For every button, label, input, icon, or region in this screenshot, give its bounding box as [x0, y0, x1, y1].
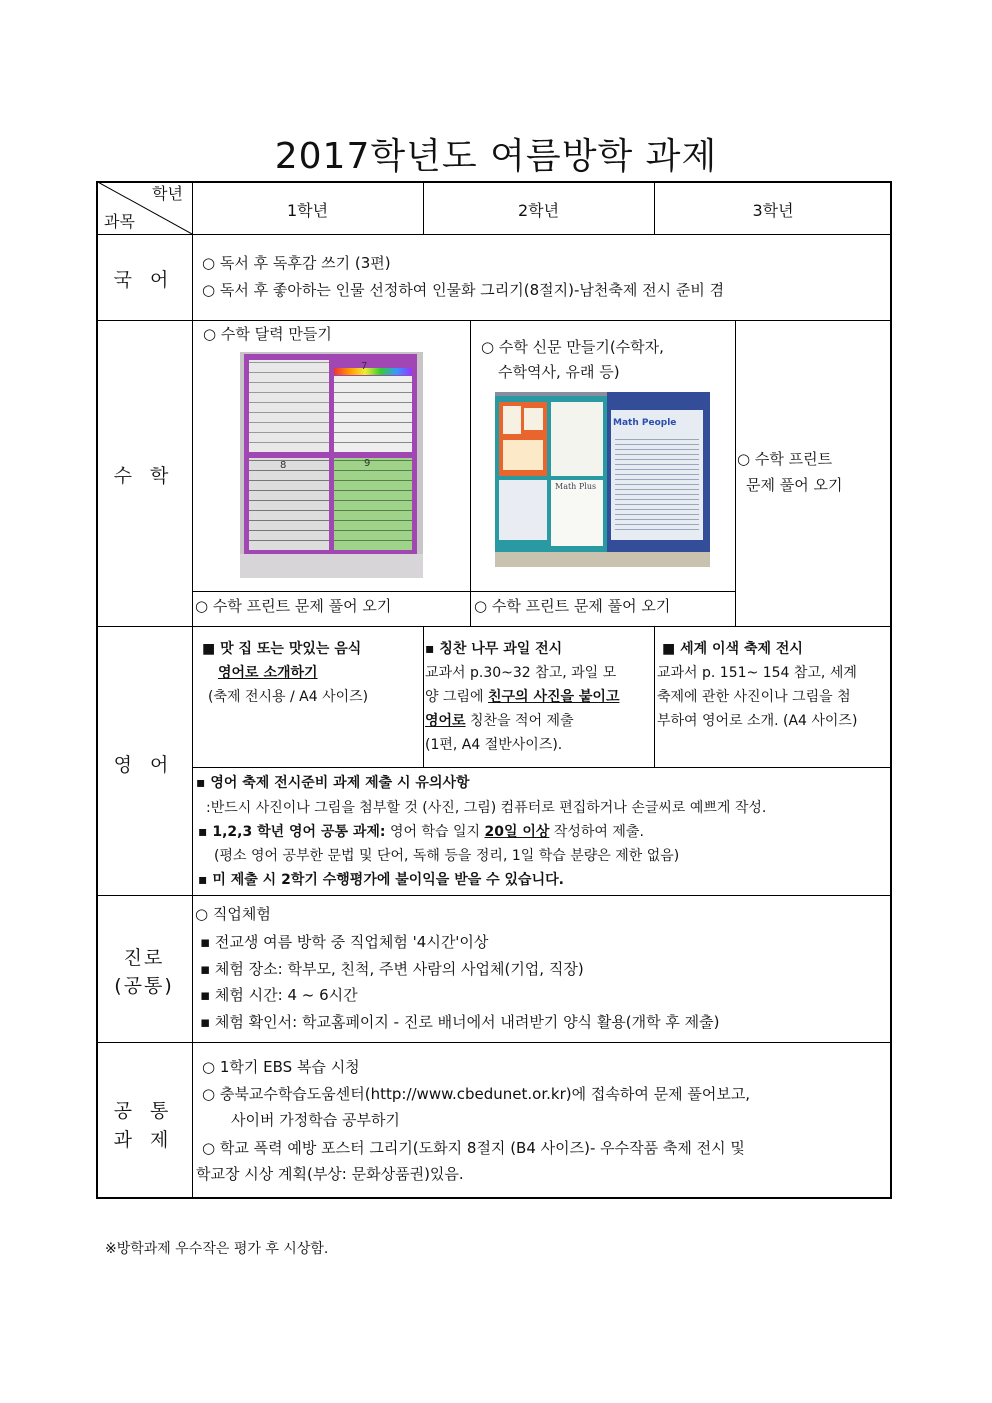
common-line2: ○ 충북교수학습도움센터(http://www.cbedunet.or.kr)에 접속하여 문제 풀어보고, — [202, 1085, 751, 1103]
math-g2-task-line2: 수학역사, 유래 등) — [498, 363, 620, 381]
math-g3-task-line2: 문제 풀어 오기 — [746, 476, 843, 494]
subject-common: 공 통 — [113, 1100, 175, 1122]
divider — [470, 320, 471, 626]
divider — [96, 234, 892, 235]
grade1-header: 1학년 — [286, 201, 329, 220]
divider — [96, 320, 892, 321]
poster-text — [615, 438, 699, 534]
divider — [654, 626, 655, 767]
page-title: 2017학년도 여름방학 과제 — [274, 136, 718, 177]
floor-shadow — [495, 552, 710, 567]
subject-common-sub: 과 제 — [113, 1129, 175, 1151]
career-line2: ▪ 체험 장소: 학부모, 친척, 주변 사람의 사업체(기업, 직장) — [200, 960, 584, 978]
english-g3-line3: 부하여 영어로 소개. (A4 사이즈) — [657, 713, 858, 729]
english-g2-title: ▪ 칭찬 나무 과일 전시 — [425, 641, 563, 657]
divider — [423, 626, 424, 767]
english-g2-line3 — [425, 710, 574, 732]
korean-task-2: ○ 독서 후 좋아하는 인물 선정하여 인물화 그리기(8절지)-남천축제 전시 준비 겸 — [202, 281, 725, 299]
subject-career: 진로 — [123, 947, 165, 969]
english-common-line2-tail: 작성하여 제출. — [549, 824, 644, 840]
newspaper-title: Math Plus — [555, 482, 597, 491]
math-g3-task-line1: ○ 수학 프린트 — [737, 450, 833, 468]
english-common-line2 — [198, 821, 644, 843]
english-g3-line2: 축제에 관한 사진이나 그림을 첨 — [657, 689, 851, 705]
divider — [96, 1042, 892, 1043]
math-g2-print-task: ○ 수학 프린트 문제 풀어 오기 — [474, 597, 671, 615]
corner-grade-label: 학년 — [152, 184, 183, 203]
english-g2-line2-text: 양 그림에 — [425, 689, 488, 705]
korean-task-1: ○ 독서 후 독후감 쓰기 (3편) — [202, 254, 391, 272]
calendar-month-label: 9 — [364, 458, 371, 469]
divider — [96, 626, 892, 627]
english-g3-line1: 교과서 p. 151~ 154 참고, 세계 — [657, 665, 857, 681]
common-line4: ○ 학교 폭력 예방 포스터 그리기(도화지 8절지 (B4 사이즈)- 우수작품 축제 전시 및 — [202, 1139, 745, 1157]
english-common-line4: ▪ 미 제출 시 2학기 수행평가에 불이익을 받을 수 있습니다. — [198, 872, 564, 888]
math-g2-task-line1: ○ 수학 신문 만들기(수학자, — [481, 338, 664, 356]
career-line3: ▪ 체험 시간: 4 ~ 6시간 — [200, 986, 358, 1004]
career-title: ○ 직업체험 — [195, 905, 271, 923]
newspaper-clip — [503, 406, 521, 434]
common-line3: 사이버 가정학습 공부하기 — [231, 1111, 400, 1129]
newspaper-clip — [503, 440, 543, 470]
calendar-page — [334, 376, 412, 452]
subject-english: 영 어 — [113, 754, 175, 776]
divider — [192, 591, 735, 592]
calendar-page — [249, 458, 329, 550]
poster-title: Math People — [613, 418, 677, 428]
calendar-page — [334, 458, 412, 550]
english-g1-subtitle: 영어로 소개하기 — [218, 665, 318, 681]
calendar-pages-shadow — [240, 554, 423, 578]
subject-math: 수 학 — [113, 465, 175, 487]
newspaper-page — [551, 402, 603, 476]
calendar-month-label: 7 — [361, 361, 368, 372]
english-common-line2-head: ▪ 1,2,3 학년 영어 공통 과제: — [198, 824, 386, 840]
newspaper-page — [499, 480, 547, 540]
newspaper-clip — [524, 408, 543, 430]
math-g1-print-task: ○ 수학 프린트 문제 풀어 오기 — [195, 597, 392, 615]
english-common-title: ▪ 영어 축제 전시준비 과제 제출 시 유의사항 — [196, 775, 470, 791]
common-line1: ○ 1학기 EBS 복습 시청 — [202, 1058, 360, 1076]
career-line1: ▪ 전교생 여름 방학 중 직업체험 '4시간'이상 — [200, 933, 489, 951]
corner-subject-label: 과목 — [104, 212, 135, 231]
english-g2-line2-emphasis: 친구의 사진을 붙이고 — [488, 689, 620, 705]
english-common-line2-emphasis: 20일 이상 — [484, 824, 550, 840]
english-common-line2-text: 영어 학습 일지 — [385, 824, 485, 840]
subject-korean: 국 어 — [113, 269, 175, 291]
calendar-rainbow-strip — [334, 368, 412, 375]
divider — [192, 181, 193, 1199]
english-common-line1: :반드시 사진이나 그림을 첨부할 것 (사진, 그림) 컴퓨터로 편집하거나 손글씨로 예쁘게 작성. — [206, 800, 767, 816]
footer-note: ※방학과제 우수작은 평가 후 시상함. — [105, 1241, 329, 1257]
english-g1-title: ■ 맛 집 또는 맛있는 음식 — [202, 641, 362, 657]
english-g2-line2 — [425, 686, 619, 708]
english-g2-line3-emphasis: 영어로 — [425, 713, 466, 729]
english-g2-line1: 교과서 p.30~32 참고, 과일 모 — [425, 665, 617, 681]
grade2-header: 2학년 — [517, 201, 560, 220]
divider — [192, 767, 892, 768]
english-g2-line4: (1편, A4 절반사이즈). — [425, 737, 563, 753]
common-line5: 학교장 시상 계획(부상: 문화상품권)있음. — [196, 1165, 464, 1183]
english-g2-line3-text: 칭찬을 적어 제출 — [465, 713, 574, 729]
divider — [96, 895, 892, 896]
grade3-header: 3학년 — [752, 201, 794, 220]
english-g1-note: (축제 전시용 / A4 사이즈) — [208, 689, 369, 705]
english-common-line3: (평소 영어 공부한 문법 및 단어, 독해 등을 정리, 1일 학습 분량은 제한 없음) — [214, 848, 680, 864]
calendar-page — [249, 360, 329, 452]
english-g3-title: ■ 세계 이색 축제 전시 — [662, 641, 803, 657]
math-newspaper-photo — [495, 392, 710, 567]
subject-career-sub: (공통) — [114, 975, 174, 997]
math-g1-task: ○ 수학 달력 만들기 — [203, 325, 332, 343]
math-calendar-photo — [240, 352, 423, 578]
career-line4: ▪ 체험 확인서: 학교홈페이지 - 진로 배너에서 내려받기 양식 활용(개학 후 제출) — [200, 1013, 720, 1031]
divider — [735, 320, 736, 626]
calendar-month-label: 8 — [280, 460, 287, 471]
